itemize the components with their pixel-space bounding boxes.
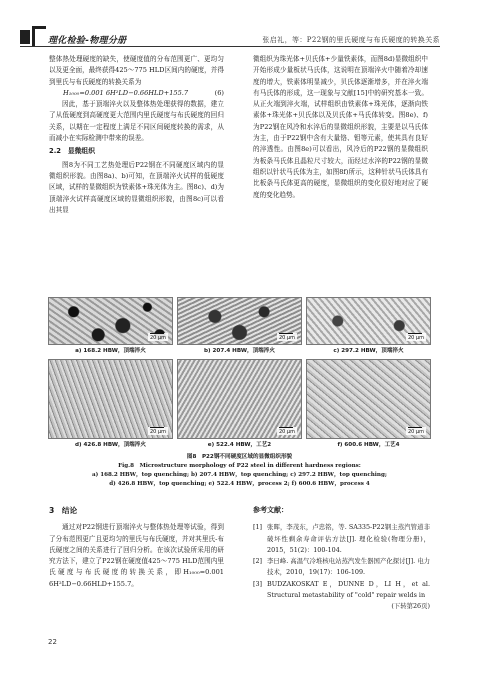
left-column (49, 54, 224, 216)
scale-bar: 20 μm (278, 335, 295, 341)
scale-bar: 20 μm (278, 429, 295, 435)
figure-panel-e (177, 359, 302, 451)
journal-logo-block (20, 30, 30, 44)
header-rule (20, 46, 440, 47)
page-header (0, 0, 480, 48)
panel-label-f: f) 600.6 HBW，工艺4 (337, 442, 400, 448)
figure-panel-a (48, 297, 173, 357)
reference-item (253, 522, 430, 556)
figure-panel-b (177, 297, 302, 357)
left-paragraph-1: 整体热处理硬度的缺失，使硬度值的分布范围更广、更均匀以及更全面，最终获得425～775 HLD区间内的硬度，并得到里氏与布氏硬度的转换关系为 (49, 55, 224, 86)
reference-number: [2] (253, 557, 263, 566)
panel-label-c: c) 297.2 HBW，顶端淬火 (333, 348, 404, 354)
reference-text: 张晖，李茂东，卢忠铭，等. SA335-P22钢主蒸汽管道非破坏性剩余寿命评估方法[J]. 理化检验(物理分册)，2015，51(2)：100-104. (267, 523, 430, 554)
reference-text: 李曰峰. 高温气冷堆核电站蒸汽发生器国产化探讨[J]. 电力技术，2010，19(17)：106-109. (267, 557, 430, 577)
page-number: 22 (48, 638, 57, 646)
figure-caption-en-1: Fig.8 Microstructure morphology of P22 steel in different hardness regions: (118, 463, 361, 469)
micrograph-c-icon (306, 297, 431, 345)
scale-bar: 20 μm (149, 335, 166, 341)
reference-text: BUDZAKOSKAT E，DUNNE D，LI H，et al. Structural metastability of "cold" repair welds in (267, 579, 430, 600)
journal-name: 理化检验-物理分册 (48, 36, 127, 46)
panel-label-a: a) 168.2 HBW，顶端淬火 (75, 348, 146, 354)
figure-caption-cn: 图8 P22钢不同硬度区域的显微组织形貌 (186, 454, 293, 460)
figure-caption-en-3: d) 426.8 HBW，top quenching; e) 522.4 HBW，process 2; f) 600.6 HBW，process 4 (109, 481, 370, 487)
figure-caption-en-2: a) 168.2 HBW，top quenching; b) 207.4 HBW，top quenching; c) 297.2 HBW，top quenching; (92, 472, 387, 478)
figure-caption (48, 453, 431, 489)
right-column (253, 54, 428, 201)
reference-number: [1] (253, 523, 263, 532)
micrograph-b-icon (177, 297, 302, 345)
conclusion-heading: 3 结论 (49, 506, 78, 515)
conclusion-section (49, 505, 224, 590)
running-title: 张启礼，等：P22钢的里氏硬度与布氏硬度的转换关系 (262, 36, 440, 44)
subsection-heading: 2.2 显微组织 (49, 147, 96, 156)
continued-note: (下转第26页) (391, 602, 430, 611)
figure-row-2 (48, 359, 431, 451)
left-paragraph-3: 图8为不同工艺热处理后P22钢在不同硬度区域内的显微组织形貌。由图8a)、b)可知，在顶端淬火试样的低硬度区域，试样的显微组织为铁素体+珠光体为主。图8c)、d)为顶端淬火试样高硬度区域的显微组织形貌，由图8c)可以看出其显 (49, 160, 224, 214)
conclusion-text: 通过对P22钢进行顶端淬火与整体热处理等试验，得到了分布范围更广且更均匀的里氏与布氏硬度，并对其里氏-布氏硬度之间的关系进行了回归分析。在该次试验所采用的研究方法下，建立了P22钢在硬度值425～775 HLD范围内里氏硬度与布氏硬度的转换关系，即H₁₀₀₀=0.001 6H²LD−0.66HLD+155.7。 (49, 523, 224, 588)
micrograph-a-icon (48, 297, 173, 345)
figure-panel-d (48, 359, 173, 451)
scale-bar: 20 μm (407, 335, 424, 341)
left-paragraph-2: 因此，基于顶端淬火以及整体热处理获得的数据，建立了从低硬度到高硬度更大范围内里氏硬度与布氏硬度的回归关系，以期在一定程度上满足不同区间硬度转换的需求，从而减小在实际检测中带来的误差。 (49, 100, 224, 143)
references-section (253, 505, 430, 613)
micrograph-e-icon (177, 359, 302, 439)
equation-text: H₁₀₀₀=0.001 6H²LD−0.66HLD+155.7 (63, 88, 189, 97)
reference-item (253, 579, 430, 602)
references-heading: 参考文献： (253, 506, 288, 514)
reference-item (253, 556, 430, 579)
panel-label-e: e) 522.4 HBW，工艺2 (207, 442, 272, 448)
figure-panel-f (306, 359, 431, 451)
journal-logo-icon (32, 26, 46, 46)
scale-bar: 20 μm (407, 429, 424, 435)
figure-row-1 (48, 297, 431, 357)
right-paragraph-1: 微组织为珠光体+贝氏体+少量铁素体，而图8d)显微组织中开始形成少量板状马氏体，这说明在顶端淬火中随着冷却速度的增大，铁素体明显减少，贝氏体逐渐增多，并在淬火端有马氏体的形成，这一现象与文献[15]中的研究基本一致。从正火端到淬火端，试样组织由铁素体+珠光体，逐渐向铁素体+珠光体+贝氏体以及贝氏体+马氏体转变。图8e)、f)为P22钢在风冷和水淬后的显微组织形貌，主要是以马氏体为主，由于P22钢中含有大量铬、钼等元素，使其具有良好的淬透性。由图8e)可以看出，风冷后的P22钢的显微组织为板条马氏体且晶粒尺寸较大，而经过水淬的P22钢的显微组织以针状马氏体为主，如图8f)所示，这种针状马氏体具有比板条马氏体更高的硬度，显微组织的变化很好地对应了硬度的变化趋势。 (253, 55, 428, 199)
equation-6 (49, 88, 224, 99)
panel-label-b: b) 207.4 HBW，顶端淬火 (204, 348, 275, 354)
micrograph-f-icon (306, 359, 431, 439)
reference-number: [3] (253, 579, 263, 588)
panel-label-d: d) 426.8 HBW，顶端淬火 (75, 442, 146, 448)
equation-number: (6) (214, 88, 224, 97)
scale-bar: 20 μm (149, 429, 166, 435)
figure-panel-c (306, 297, 431, 357)
micrograph-d-icon (48, 359, 173, 439)
figure-8 (48, 297, 431, 453)
